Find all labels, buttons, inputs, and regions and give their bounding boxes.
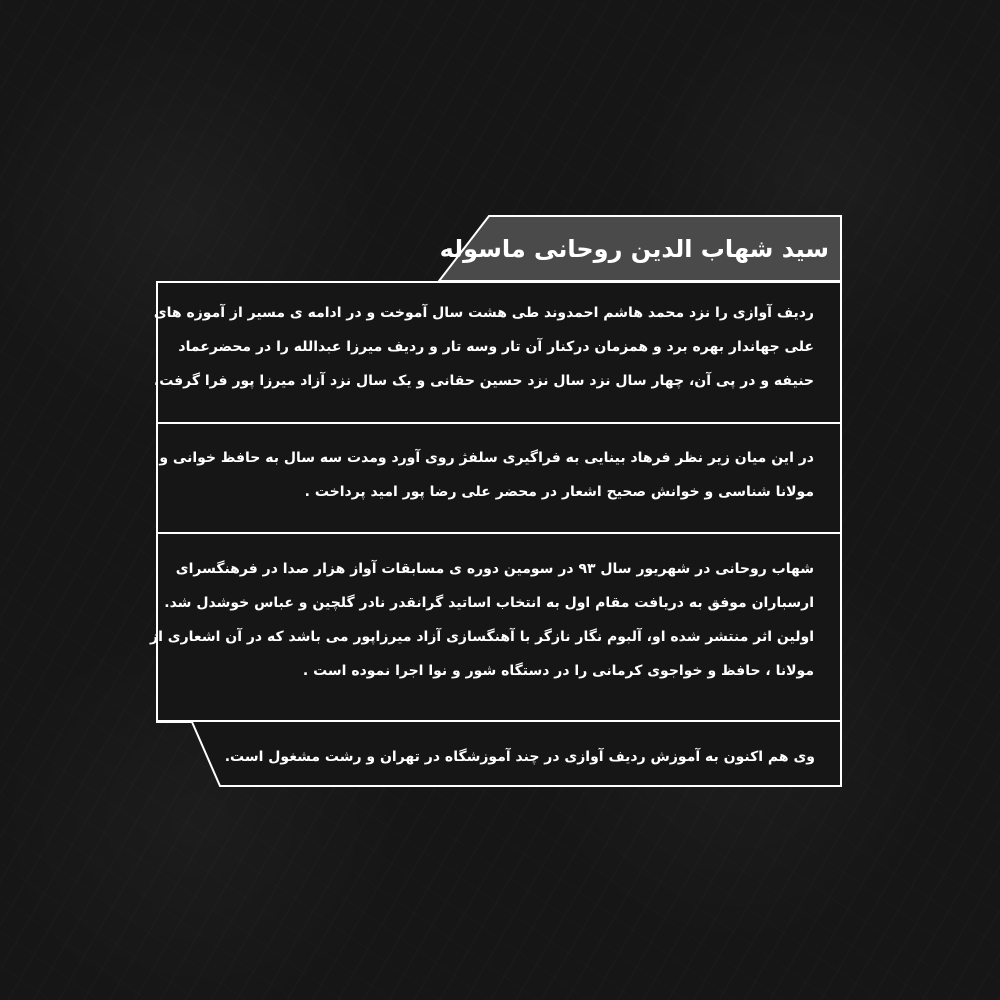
- paragraph-2: [159, 441, 814, 509]
- paragraph-3-line-4: مولانا ، حافظ و خواجوی کرمانی را در دستگاه شور و نوا اجرا نموده است .: [302, 663, 814, 679]
- paragraph-1-line-3: حنیفه و در پی آن، چهار سال نزد سال نزد حسین حقانی و یک سال نزد آزاد میرزا پور فرا گرفت.: [153, 373, 814, 389]
- paragraph-4: [224, 740, 815, 774]
- paragraph-2-line-2: مولانا شناسی و خوانش صحیح اشعار در محضر علی رضا پور امید پرداخت .: [304, 484, 814, 500]
- paragraph-3-line-2: ارسباران موفق به دریافت مقام اول به انتخاب اساتید گرانقدر نادر گلچین و عباس خوشدل شد.: [164, 595, 814, 611]
- page-title: سید شهاب الدین روحانی ماسوله: [439, 235, 829, 263]
- paragraph-1: [153, 296, 814, 398]
- paragraph-4-line-1: وی هم اکنون به آموزش ردیف آوازی در چند آموزشگاه در تهران و رشت مشغول است.: [224, 749, 815, 765]
- paragraph-1-line-2: علی جهاندار بهره برد و همزمان درکنار آن تار وسه تار و ردیف میرزا عبدالله را در محضرعماد: [178, 339, 814, 355]
- paragraph-2-line-1: در این میان زیر نظر فرهاد بینایی به فراگیری سلفژ روی آورد ومدت سه سال به حافظ خوانی و: [159, 450, 814, 466]
- paragraph-1-line-1: ردیف آوازی را نزد محمد هاشم احمدوند طی هشت سال آموخت و در ادامه ی مسیر از آموزه های: [153, 305, 814, 321]
- paragraph-3-line-1: شهاب روحانی در شهریور سال ۹۳ در سومین دوره ی مسابقات آواز هزار صدا در فرهنگسرای: [175, 561, 814, 577]
- paragraph-3-line-3: اولین اثر منتشر شده او، آلبوم نگار نازگر با آهنگسازی آزاد میرزاپور می باشد که در آن اشعاری از: [150, 629, 814, 645]
- paragraph-3: [150, 552, 814, 688]
